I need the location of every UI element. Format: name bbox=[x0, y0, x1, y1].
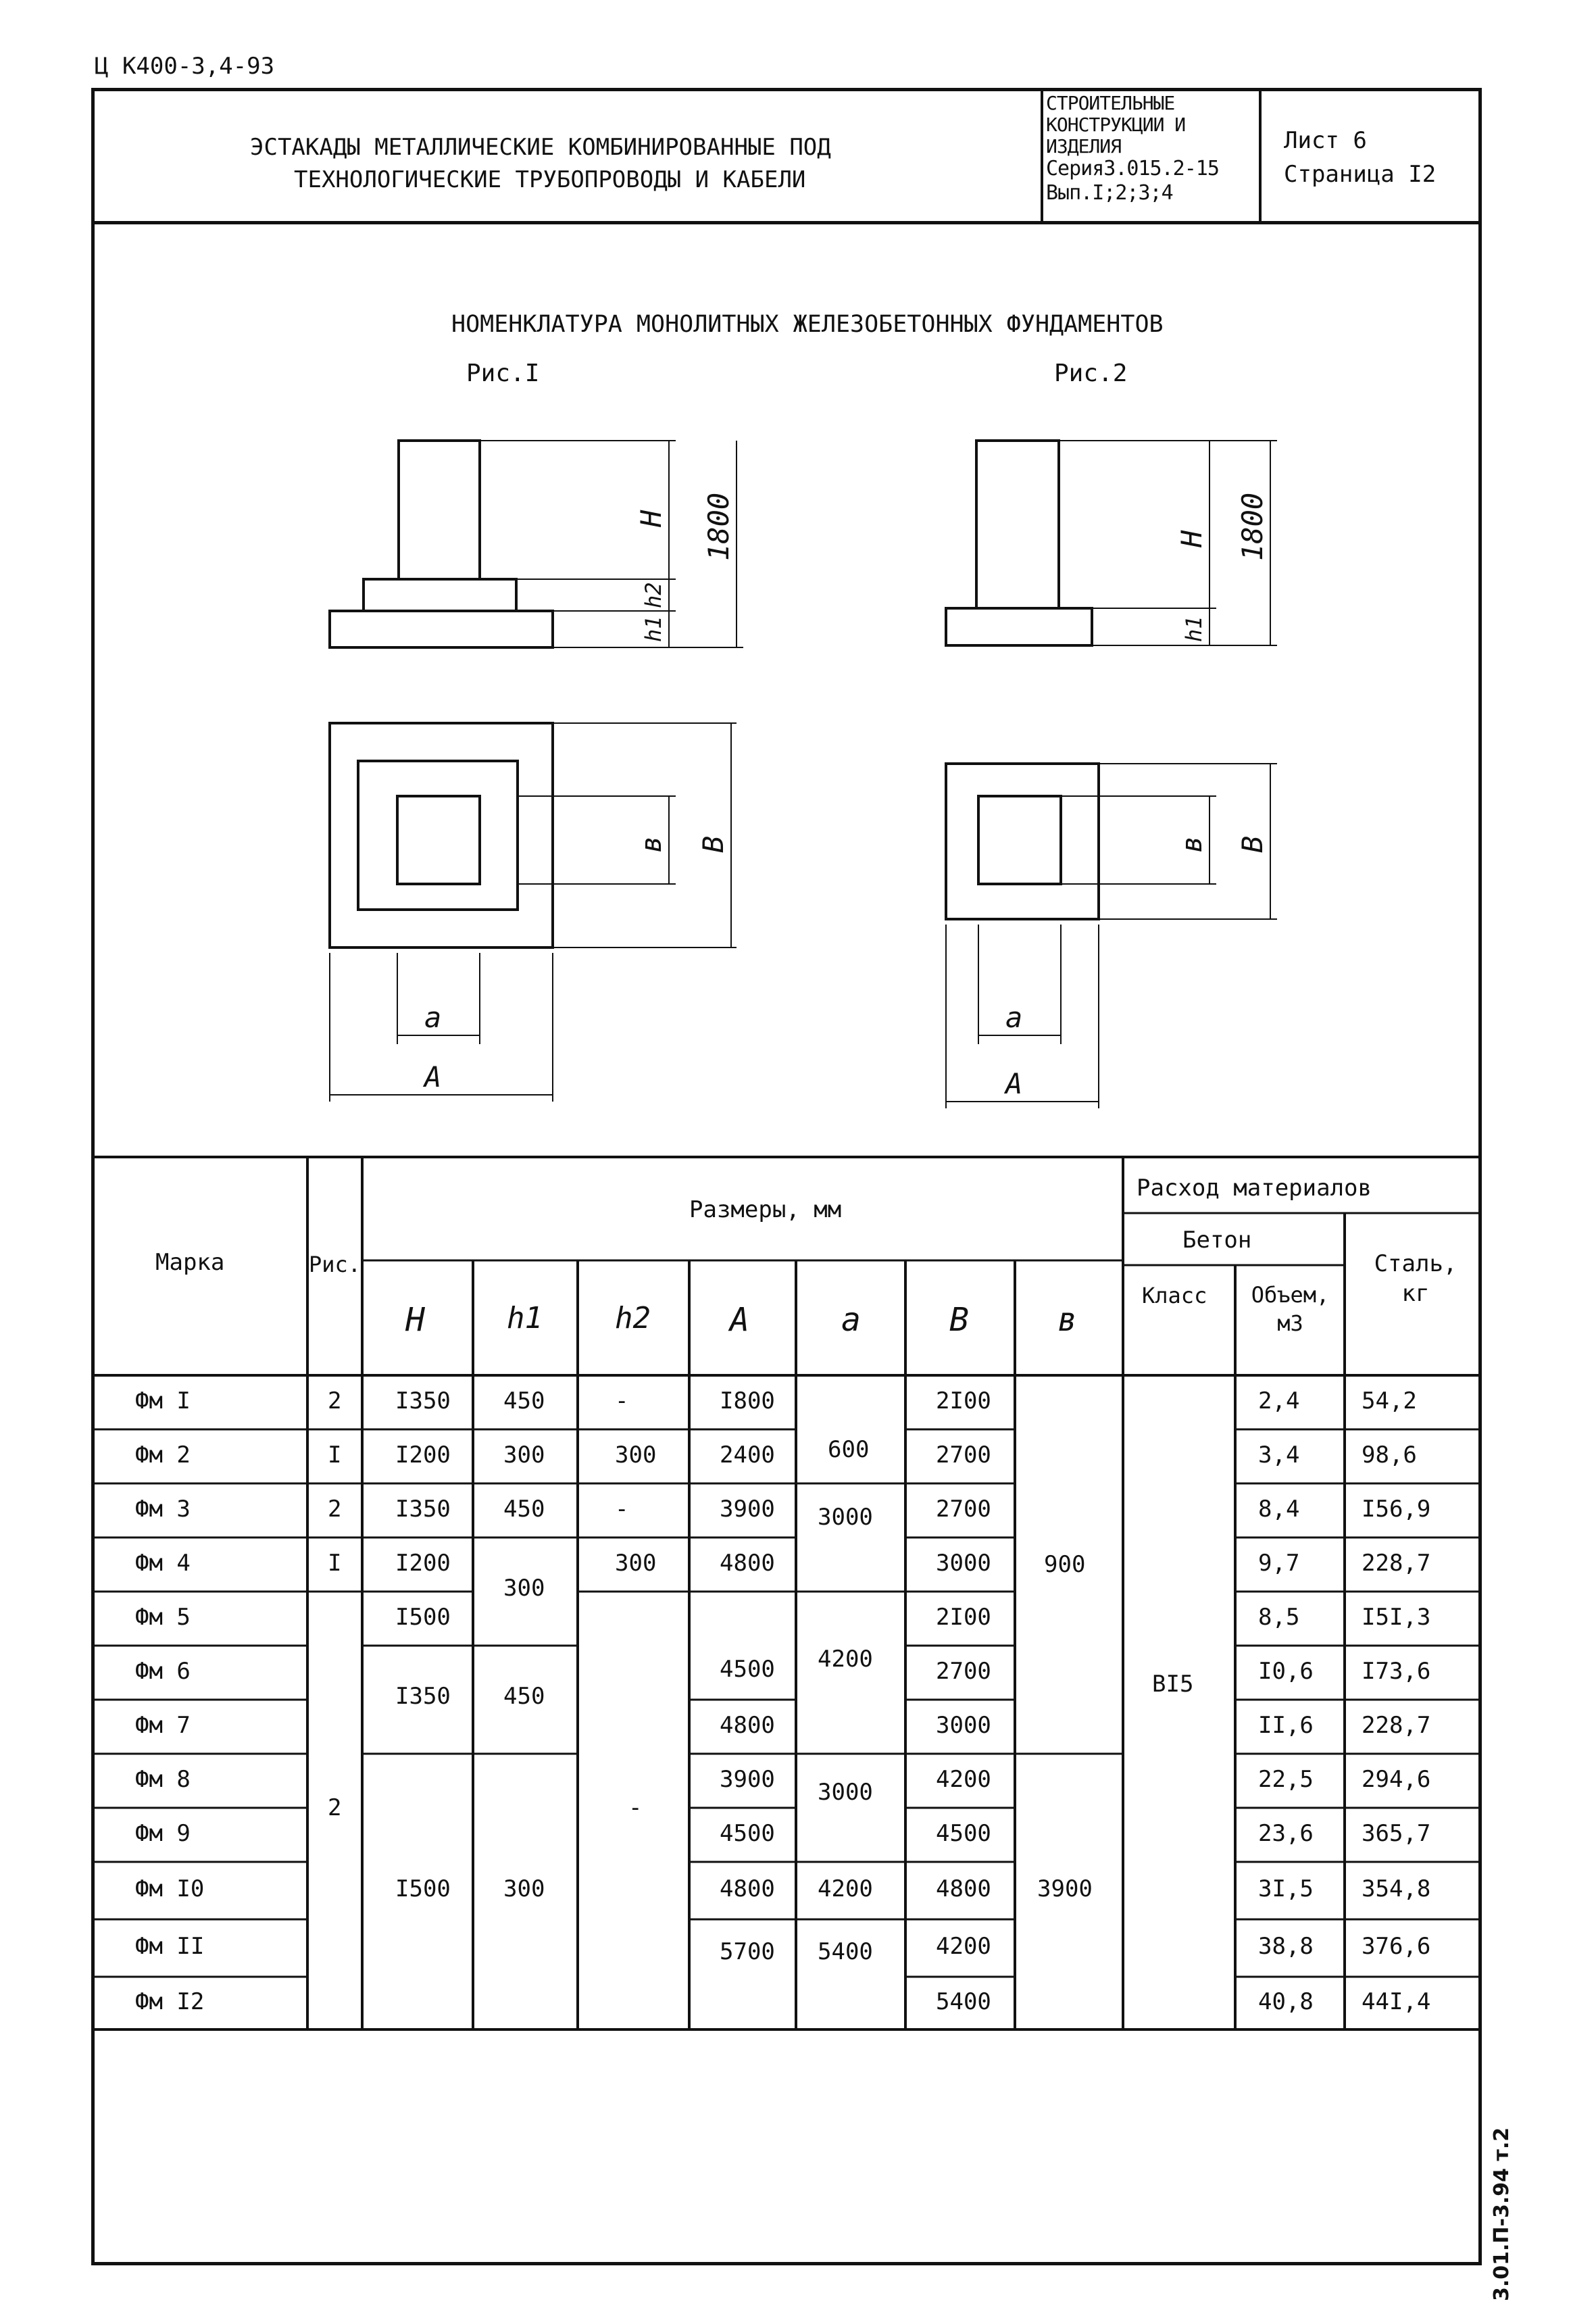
header-volume: Объем, м3 bbox=[1251, 1282, 1330, 1336]
table-cell-B: 2700 bbox=[936, 1442, 991, 1469]
sub-A: A bbox=[730, 1301, 749, 1339]
header-mark: Марка bbox=[155, 1249, 225, 1276]
table-cell-vol: 2,4 bbox=[1258, 1387, 1300, 1414]
table-cell-mark: Фм 4 bbox=[135, 1550, 191, 1577]
table-cell-mark: Фм 5 bbox=[135, 1604, 191, 1631]
sub-a: a bbox=[841, 1301, 861, 1339]
cell-h1-r8-12: 300 bbox=[503, 1875, 545, 1902]
table-cell-steel: 54,2 bbox=[1362, 1387, 1417, 1414]
table-cell-B: 4800 bbox=[936, 1875, 991, 1902]
fig1-dim-1800: 1800 bbox=[702, 492, 735, 561]
table-cell-B: 2700 bbox=[936, 1658, 991, 1685]
table-cell-mark: Фм 9 bbox=[135, 1820, 191, 1847]
table-cell-vol: 3,4 bbox=[1258, 1442, 1300, 1469]
table-cell-steel: I73,6 bbox=[1362, 1658, 1431, 1685]
table-cell-B: 2700 bbox=[936, 1496, 991, 1523]
header-title-line2: ТЕХНОЛОГИЧЕСКИЕ ТРУБОПРОВОДЫ И КАБЕЛИ bbox=[294, 166, 806, 193]
header-materials: Расход материалов bbox=[1137, 1175, 1372, 1202]
cell-b-r1-7: 900 bbox=[1044, 1551, 1086, 1578]
table-cell-h1: 450 bbox=[503, 1387, 545, 1414]
table-cell-vol: 8,5 bbox=[1258, 1604, 1300, 1631]
table-cell-vol: II,6 bbox=[1258, 1712, 1314, 1739]
table-cell-steel: 98,6 bbox=[1362, 1442, 1417, 1469]
table-cell-mark: Фм I0 bbox=[135, 1875, 205, 1902]
cell-a-r3-4: 3000 bbox=[818, 1504, 873, 1531]
table-cell-A: 2400 bbox=[720, 1442, 775, 1469]
table-cell-A: 3900 bbox=[720, 1496, 775, 1523]
table-cell-fig: 2 bbox=[328, 1496, 342, 1523]
table-cell-B: 4200 bbox=[936, 1933, 991, 1960]
table-cell-steel: 376,6 bbox=[1362, 1933, 1431, 1960]
table-cell-A: 4800 bbox=[720, 1550, 775, 1577]
table-cell-H: I200 bbox=[395, 1442, 451, 1469]
table-cell-H: I500 bbox=[395, 1604, 451, 1631]
fig2-dim-a: a bbox=[1005, 1001, 1023, 1034]
table-cell-A: 4800 bbox=[720, 1875, 775, 1902]
fig2-dim-1800: 1800 bbox=[1236, 492, 1269, 561]
sub-h2: h2 bbox=[615, 1301, 651, 1335]
table-cell-A: 3900 bbox=[720, 1766, 775, 1793]
header-sizes: Размеры, мм bbox=[689, 1196, 842, 1223]
fig1-dim-h2: h2 bbox=[641, 582, 666, 608]
table-cell-steel: 354,8 bbox=[1362, 1875, 1431, 1902]
document-code: Ц К400-3,4-93 bbox=[95, 53, 275, 80]
fig2-dim-b: в bbox=[1175, 835, 1208, 853]
cell-a-r10: 4200 bbox=[818, 1875, 873, 1902]
table-cell-H: I350 bbox=[395, 1387, 451, 1414]
sub-H: H bbox=[405, 1301, 425, 1339]
side-stamp: 3.01.П-3.94 т.2 bbox=[1490, 2127, 1514, 2301]
series-line3: ИЗДЕЛИЯ bbox=[1046, 135, 1122, 157]
fig1-dim-b: в bbox=[634, 835, 668, 853]
sub-h1: h1 bbox=[507, 1301, 543, 1335]
cell-a-r5-7: 4200 bbox=[818, 1646, 873, 1673]
fig1-dim-H: H bbox=[634, 510, 668, 527]
table-cell-B: 3000 bbox=[936, 1550, 991, 1577]
fig2-dim-H: H bbox=[1175, 530, 1208, 547]
fig1-dim-a: a bbox=[424, 1001, 442, 1034]
table-cell-h2: - bbox=[615, 1496, 629, 1523]
table-cell-steel: 365,7 bbox=[1362, 1820, 1431, 1847]
cell-h2-r5-12: - bbox=[628, 1794, 643, 1821]
table-cell-H: I350 bbox=[395, 1496, 451, 1523]
table-cell-fig: I bbox=[328, 1442, 342, 1469]
header-title-line1: ЭСТАКАДЫ МЕТАЛЛИЧЕСКИЕ КОМБИНИРОВАННЫЕ ПОД bbox=[250, 134, 831, 161]
table-cell-B: 3000 bbox=[936, 1712, 991, 1739]
fig2-dim-B: В bbox=[1236, 835, 1269, 853]
fig2-dim-h1: h1 bbox=[1181, 616, 1207, 642]
table-cell-steel: 44I,4 bbox=[1362, 1988, 1431, 2015]
table-cell-vol: 22,5 bbox=[1258, 1766, 1314, 1793]
table-cell-B: 4500 bbox=[936, 1820, 991, 1847]
table-cell-steel: I5I,3 bbox=[1362, 1604, 1431, 1631]
fig1-dim-h1: h1 bbox=[641, 616, 666, 642]
page-number: Страница I2 bbox=[1284, 161, 1437, 188]
table-cell-vol: 8,4 bbox=[1258, 1496, 1300, 1523]
table-cell-A: 4800 bbox=[720, 1712, 775, 1739]
cell-A-r11-12: 5700 bbox=[720, 1938, 775, 1965]
header-fig: Рис. bbox=[309, 1252, 361, 1277]
cell-A-r5-6: 4500 bbox=[720, 1656, 775, 1683]
cell-fig-r5-12: 2 bbox=[328, 1794, 342, 1821]
figure-2-label: Рис.2 bbox=[1054, 360, 1128, 387]
table-cell-vol: 40,8 bbox=[1258, 1988, 1314, 2015]
table-cell-mark: Фм I2 bbox=[135, 1988, 205, 2015]
table-cell-H: I200 bbox=[395, 1550, 451, 1577]
series-line2: КОНСТРУКЦИИ И bbox=[1046, 114, 1186, 136]
table-cell-vol: 38,8 bbox=[1258, 1933, 1314, 1960]
table-cell-B: 5400 bbox=[936, 1988, 991, 2015]
series-line1: СТРОИТЕЛЬНЫЕ bbox=[1046, 92, 1175, 114]
table-cell-steel: I56,9 bbox=[1362, 1496, 1431, 1523]
cell-b-r8-12: 3900 bbox=[1037, 1875, 1093, 1902]
table-cell-vol: 3I,5 bbox=[1258, 1875, 1314, 1902]
table-cell-mark: Фм 2 bbox=[135, 1442, 191, 1469]
table-cell-vol: I0,6 bbox=[1258, 1658, 1314, 1685]
series-line5: Вып.I;2;3;4 bbox=[1046, 181, 1173, 205]
table-cell-fig: I bbox=[328, 1550, 342, 1577]
table-cell-A: 4500 bbox=[720, 1820, 775, 1847]
cell-H-r6-7: I350 bbox=[395, 1683, 451, 1710]
table-cell-fig: 2 bbox=[328, 1387, 342, 1414]
table-cell-steel: 228,7 bbox=[1362, 1712, 1431, 1739]
table-cell-B: 2I00 bbox=[936, 1604, 991, 1631]
fig1-dim-A: A bbox=[424, 1060, 442, 1093]
cell-class-all: BI5 bbox=[1152, 1671, 1194, 1698]
table-cell-steel: 228,7 bbox=[1362, 1550, 1431, 1577]
table-cell-h2: 300 bbox=[615, 1550, 657, 1577]
cell-h1-r4-5: 300 bbox=[503, 1575, 545, 1602]
cell-a-r8-9: 3000 bbox=[818, 1779, 873, 1806]
table-cell-mark: Фм 6 bbox=[135, 1658, 191, 1685]
table-cell-mark: Фм 8 bbox=[135, 1766, 191, 1793]
cell-h1-r6-7: 450 bbox=[503, 1683, 545, 1710]
series-line4: Серия3.015.2-15 bbox=[1046, 157, 1219, 180]
table-cell-steel: 294,6 bbox=[1362, 1766, 1431, 1793]
table-cell-vol: 23,6 bbox=[1258, 1820, 1314, 1847]
table-cell-B: 2I00 bbox=[936, 1387, 991, 1414]
table-cell-A: I800 bbox=[720, 1387, 775, 1414]
header-concrete: Бетон bbox=[1182, 1227, 1252, 1254]
table-cell-mark: Фм 7 bbox=[135, 1712, 191, 1739]
table-cell-h2: 300 bbox=[615, 1442, 657, 1469]
table-cell-h2: - bbox=[615, 1387, 629, 1414]
figure-1-label: Рис.I bbox=[466, 360, 540, 387]
cell-H-r8-12: I500 bbox=[395, 1875, 451, 1902]
fig1-dim-B: В bbox=[697, 835, 730, 853]
header-steel: Сталь, кг bbox=[1374, 1250, 1457, 1307]
table-cell-vol: 9,7 bbox=[1258, 1550, 1300, 1577]
sub-B: B bbox=[949, 1301, 969, 1339]
table-cell-h1: 450 bbox=[503, 1496, 545, 1523]
sheet-number: Лист 6 bbox=[1284, 127, 1367, 154]
table-cell-mark: Фм II bbox=[135, 1933, 205, 1960]
table-cell-B: 4200 bbox=[936, 1766, 991, 1793]
cell-a-r1-2: 600 bbox=[828, 1436, 870, 1463]
table-cell-mark: Фм 3 bbox=[135, 1496, 191, 1523]
sub-b: в bbox=[1057, 1301, 1077, 1339]
header-class: Класс bbox=[1142, 1283, 1207, 1308]
fig2-dim-A: A bbox=[1005, 1067, 1023, 1100]
cell-a-r11-12: 5400 bbox=[818, 1938, 873, 1965]
table-cell-mark: Фм I bbox=[135, 1387, 191, 1414]
table-cell-h1: 300 bbox=[503, 1442, 545, 1469]
section-title: НОМЕНКЛАТУРА МОНОЛИТНЫХ ЖЕЛЕЗОБЕТОННЫХ ФУНДАМЕНТОВ bbox=[451, 311, 1164, 338]
